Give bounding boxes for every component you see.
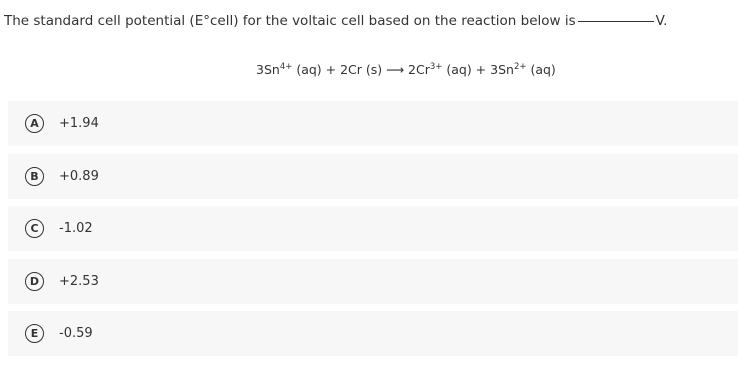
product-rest: (aq) + 3Sn [442, 62, 514, 77]
option-letter-badge: A [25, 114, 44, 133]
option-letter-badge: B [25, 167, 44, 186]
product-chromium-charge: 3+ [429, 62, 443, 72]
option-d[interactable] [8, 259, 738, 304]
option-letter-badge: D [25, 272, 44, 291]
product-tin-charge: 2+ [513, 62, 527, 72]
reactant-tin: 3Sn [256, 62, 280, 77]
product-chromium: 2Cr [404, 62, 430, 77]
question-text [4, 13, 667, 29]
option-letter-badge: E [25, 324, 44, 343]
option-value: -0.59 [59, 326, 93, 341]
reaction-equation [256, 62, 556, 77]
option-b[interactable] [8, 154, 738, 199]
option-value: -1.02 [59, 221, 93, 236]
answer-options [8, 101, 738, 364]
option-a[interactable] [8, 101, 738, 146]
option-value: +1.94 [59, 116, 99, 131]
question-unit: V. [655, 13, 668, 29]
answer-blank [578, 21, 654, 22]
option-value: +0.89 [59, 168, 99, 184]
product-tin-state: (aq) [526, 62, 556, 77]
option-letter-badge: C [25, 219, 44, 238]
option-c[interactable] [8, 206, 738, 251]
reaction-arrow-icon: ⟶ [386, 62, 405, 77]
reactant-tin-charge: 4+ [279, 62, 293, 72]
option-e[interactable] [8, 311, 738, 356]
reactant-rest: (aq) + 2Cr (s) [292, 62, 387, 77]
question-stem: The standard cell potential (E°cell) for the voltaic cell based on the reaction below is [4, 13, 576, 29]
option-value: +2.53 [59, 273, 99, 289]
